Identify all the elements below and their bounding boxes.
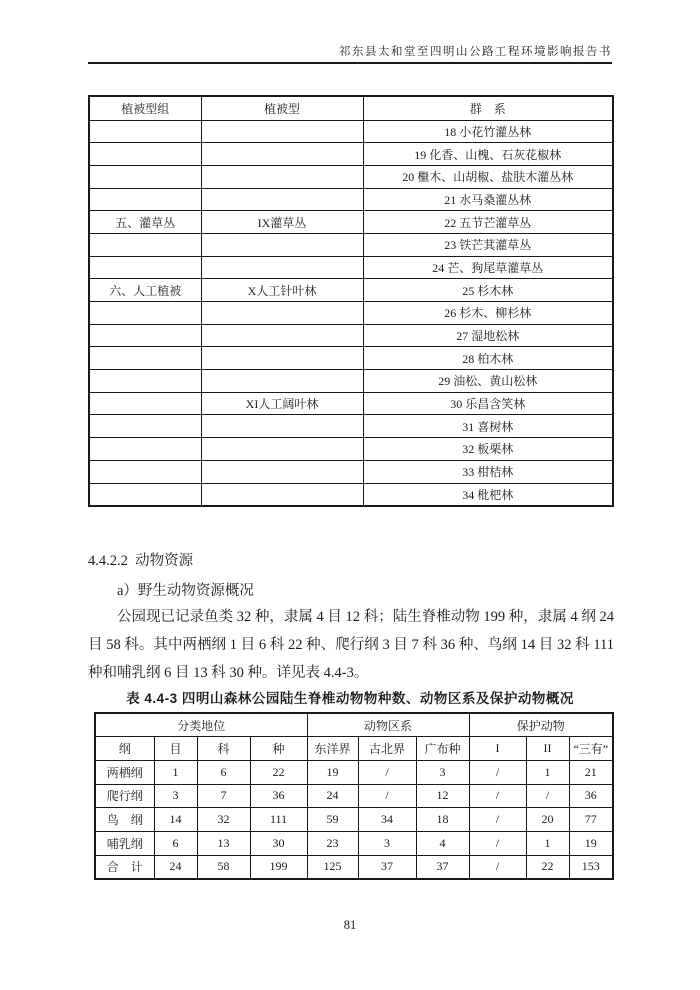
table-cell: 22: [250, 760, 307, 784]
table-cell: [201, 143, 363, 166]
table-cell: [201, 415, 363, 438]
column-header: II: [526, 737, 569, 761]
table-cell: 五、灌草丛: [89, 211, 201, 234]
table-cell: [89, 165, 201, 188]
table-cell: 37: [416, 855, 469, 879]
table-cell: /: [469, 760, 526, 784]
page-number: 81: [343, 918, 357, 932]
table-cell: 22 五节芒灌草丛: [363, 211, 613, 234]
table-cell: 77: [569, 808, 613, 832]
table-row: [89, 211, 613, 234]
table-cell: [89, 256, 201, 279]
table-row: [89, 143, 613, 166]
header-rule: [88, 62, 612, 64]
table-cell: 爬行纲: [95, 784, 154, 808]
column-header: 古北界: [358, 737, 416, 761]
table-cell: 4: [416, 831, 469, 855]
table-cell: [201, 370, 363, 393]
table-row: [89, 370, 613, 393]
column-header: 科: [197, 737, 250, 761]
table-cell: 28 柏木林: [363, 347, 613, 370]
table-cell: /: [526, 784, 569, 808]
table-cell: /: [358, 760, 416, 784]
table-cell: 111: [250, 808, 307, 832]
group-header: 保护动物: [469, 713, 613, 737]
table-cell: 23: [307, 831, 358, 855]
table-cell: 125: [307, 855, 358, 879]
table-cell: 23 铁芒萁灌草丛: [363, 233, 613, 256]
table-cell: 3: [154, 784, 197, 808]
table-cell: 18 小花竹灌丛林: [363, 120, 613, 143]
column-header: 种: [250, 737, 307, 761]
table-cell: /: [469, 808, 526, 832]
table-cell: 合 计: [95, 855, 154, 879]
table-cell: 24: [307, 784, 358, 808]
table-cell: [89, 392, 201, 415]
table-cell: 20 檵木、山胡椒、盐肤木灌丛林: [363, 165, 613, 188]
table-cell: 13: [197, 831, 250, 855]
table-cell: 27 湿地松林: [363, 324, 613, 347]
table-cell: [89, 460, 201, 483]
vegetation-table: [88, 95, 614, 507]
table-cell: [201, 483, 363, 506]
table-cell: [201, 233, 363, 256]
table-cell: /: [469, 855, 526, 879]
table-cell: 20: [526, 808, 569, 832]
table-cell: 31 喜树林: [363, 415, 613, 438]
table-cell: [201, 120, 363, 143]
table-cell: 6: [154, 831, 197, 855]
table-cell: [89, 302, 201, 325]
table-cell: 33 柑桔林: [363, 460, 613, 483]
table-cell: 哺乳纲: [95, 831, 154, 855]
table-row: [89, 324, 613, 347]
table-cell: 两栖纲: [95, 760, 154, 784]
table-row: [89, 233, 613, 256]
table-cell: 1: [154, 760, 197, 784]
table-row: [95, 784, 613, 808]
column-header: 纲: [95, 737, 154, 761]
table-cell: [201, 438, 363, 461]
table-cell: 3: [358, 831, 416, 855]
table-cell: 25 杉木林: [363, 279, 613, 302]
table-row: [89, 415, 613, 438]
table-row: [89, 392, 613, 415]
table-cell: /: [358, 784, 416, 808]
column-header-row: [89, 96, 613, 120]
table-cell: 18: [416, 808, 469, 832]
table-row: [89, 120, 613, 143]
column-header: 目: [154, 737, 197, 761]
table-cell: [201, 302, 363, 325]
table-cell: [201, 347, 363, 370]
table-cell: 24 芒、狗尾草灌草丛: [363, 256, 613, 279]
table-cell: 26 杉木、柳杉林: [363, 302, 613, 325]
table-cell: [89, 483, 201, 506]
table-cell: [201, 188, 363, 211]
group-header-row: [95, 713, 613, 737]
table-cell: 36: [569, 784, 613, 808]
table-row: [89, 165, 613, 188]
group-header: 分类地位: [95, 713, 307, 737]
table-cell: 34 枇杷林: [363, 483, 613, 506]
table-cell: XI人工阔叶林: [201, 392, 363, 415]
table-cell: 199: [250, 855, 307, 879]
table-cell: 153: [569, 855, 613, 879]
table-cell: [201, 165, 363, 188]
table-cell: [89, 188, 201, 211]
body-paragraph: 公园现已记录鱼类 32 种，隶属 4 目 12 科；陆生脊椎动物 199 种，隶属 4 纲 24 目 58 科。其中两栖纲 1 目 6 科 22 种、爬行纲 3 目 7 科 36 种、鸟纲 14 目 32 科 111 种和哺乳纲 6 目 13 科 30 种。详见表 4.4-3。: [88, 609, 614, 682]
table-cell: [89, 143, 201, 166]
table-cell: 37: [358, 855, 416, 879]
table-row: [89, 279, 613, 302]
table-cell: 58: [197, 855, 250, 879]
table-cell: [89, 324, 201, 347]
table-cell: X人工针叶林: [201, 279, 363, 302]
table-cell: 14: [154, 808, 197, 832]
table-cell: 六、人工植被: [89, 279, 201, 302]
table-cell: /: [469, 831, 526, 855]
table-cell: 19: [307, 760, 358, 784]
table-cell: 1: [526, 831, 569, 855]
table-cell: 19 化香、山槐、石灰花椒林: [363, 143, 613, 166]
table-row: [95, 855, 613, 879]
table-cell: 鸟 纲: [95, 808, 154, 832]
table-cell: 30 乐昌含笑林: [363, 392, 613, 415]
table-cell: IX灌草丛: [201, 211, 363, 234]
column-header: I: [469, 737, 526, 761]
section-heading: 4.4.2.2 动物资源: [88, 553, 194, 569]
subsection-heading: a）野生动物资源概况: [117, 583, 254, 599]
table-row: [89, 256, 613, 279]
table-caption: 表 4.4-3 四明山森林公园陆生脊椎动物物种数、动物区系及保护动物概况: [126, 691, 574, 706]
table-cell: 12: [416, 784, 469, 808]
table-row: [89, 188, 613, 211]
table-cell: 3: [416, 760, 469, 784]
table-row: [89, 347, 613, 370]
table-cell: 22: [526, 855, 569, 879]
table-cell: 1: [526, 760, 569, 784]
column-header: 东洋界: [307, 737, 358, 761]
table-cell: 36: [250, 784, 307, 808]
table-cell: [89, 438, 201, 461]
running-header-title: 祁东县太和堂至四明山公路工程环境影响报告书: [339, 46, 612, 58]
table-cell: [89, 120, 201, 143]
table-cell: /: [469, 784, 526, 808]
table-cell: [89, 347, 201, 370]
table-row: [89, 483, 613, 506]
table-cell: [89, 415, 201, 438]
table-cell: [201, 256, 363, 279]
table-cell: 59: [307, 808, 358, 832]
table-cell: [201, 324, 363, 347]
table-cell: 30: [250, 831, 307, 855]
table-cell: 24: [154, 855, 197, 879]
table-cell: [89, 370, 201, 393]
column-header: 群 系: [363, 96, 613, 120]
table-cell: 21 水马桑灌丛林: [363, 188, 613, 211]
table-row: [95, 760, 613, 784]
column-header-row: [95, 737, 613, 761]
table-cell: 6: [197, 760, 250, 784]
table-cell: 7: [197, 784, 250, 808]
table-cell: [201, 460, 363, 483]
column-header: 植被型组: [89, 96, 201, 120]
table-cell: 32: [197, 808, 250, 832]
table-cell: [89, 233, 201, 256]
column-header: “三有”: [569, 737, 613, 761]
column-header: 植被型: [201, 96, 363, 120]
table-cell: 34: [358, 808, 416, 832]
table-row: [95, 831, 613, 855]
animal-table: [94, 712, 614, 880]
table-cell: 19: [569, 831, 613, 855]
table-row: [89, 438, 613, 461]
column-header: 广布种: [416, 737, 469, 761]
table-cell: 29 油松、黄山松林: [363, 370, 613, 393]
group-header: 动物区系: [307, 713, 469, 737]
table-row: [89, 460, 613, 483]
table-cell: 32 板栗林: [363, 438, 613, 461]
table-cell: 21: [569, 760, 613, 784]
table-row: [95, 808, 613, 832]
table-row: [89, 302, 613, 325]
